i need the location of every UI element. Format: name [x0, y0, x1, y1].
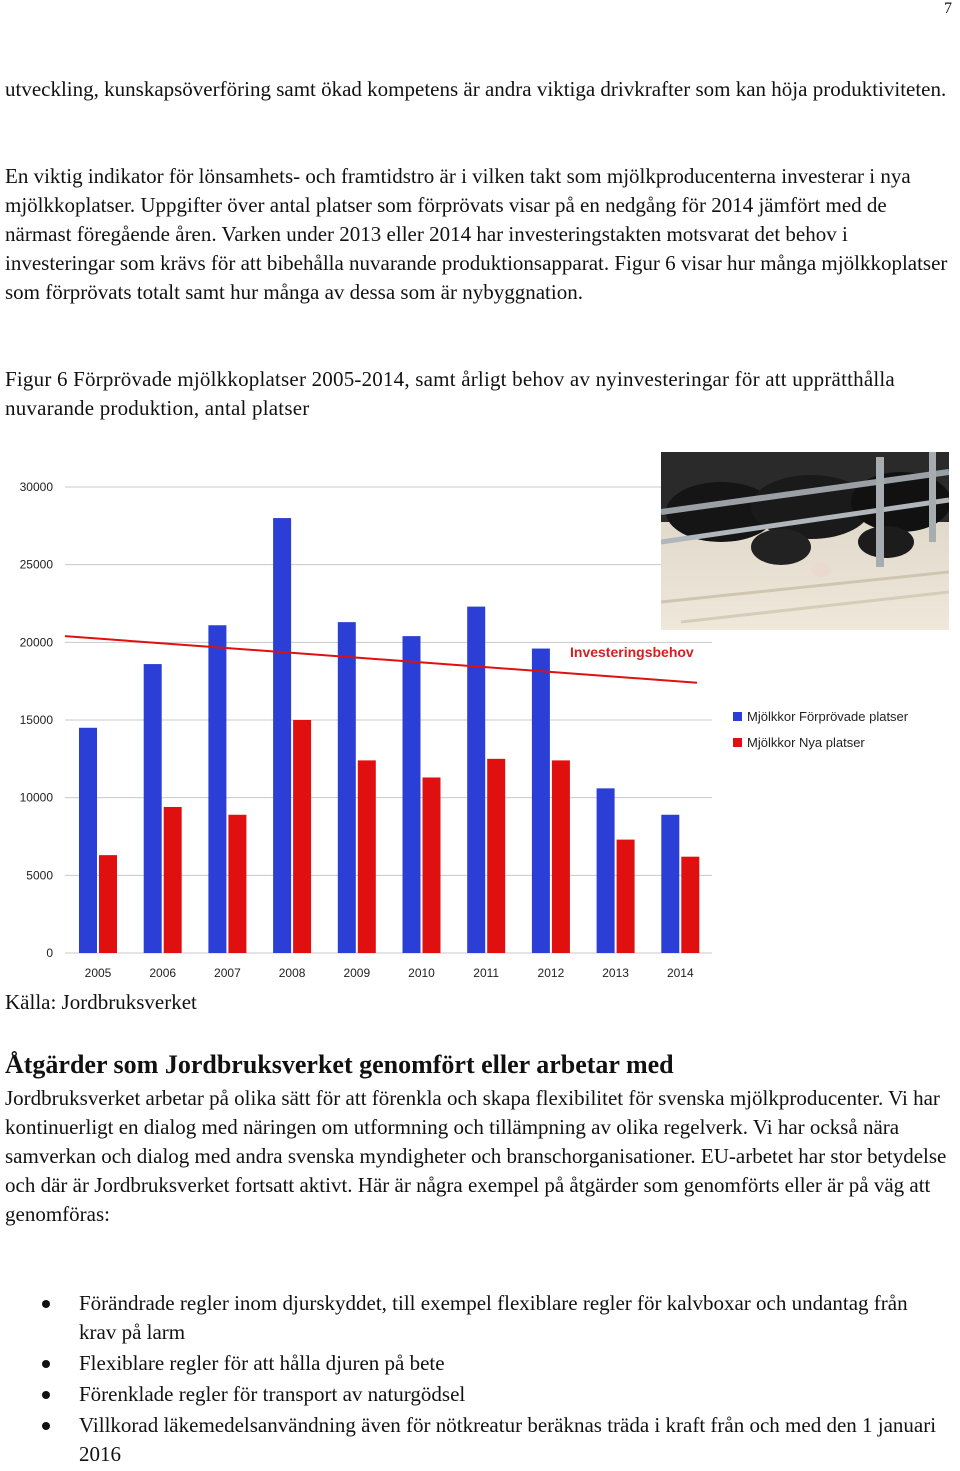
x-tick-label: 2005: [84, 966, 112, 980]
bar: [467, 607, 485, 953]
section-paragraph: Jordbruksverket arbetar på olika sätt för att förenkla och skapa flexibilitet för svenska mjölkproducenter. Vi har kontinuerligt en dialog med näringen om utformning och tillämpning av olika regelverk. Vi har också nära samverkan och dialog med andra svenska myndigheter och branschorganisationer. EU-arbetet har stor betydelse och där är Jordbruksverket fortsatt aktivt. Här är några exempel på åtgärder som genomförts eller är på väg att genomföras:: [5, 1086, 947, 1226]
bar: [338, 622, 356, 953]
figure-source: Källa: Jordbruksverket: [5, 990, 197, 1014]
section-heading: Åtgärder som Jordbruksverket genomfört eller arbetar med: [5, 1050, 674, 1079]
bullet-icon: [42, 1422, 50, 1430]
x-tick-label: 2013: [602, 966, 629, 980]
bar: [597, 788, 615, 953]
y-tick-label: 20000: [19, 635, 53, 650]
bar: [358, 760, 376, 953]
bar: [681, 857, 699, 953]
bar: [79, 728, 97, 953]
figure-caption: Figur 6 Förprövade mjölkkoplatser 2005-2014, samt årligt behov av nyinvesteringar för att upprätthålla nuvarande produktion, antal platser: [5, 367, 895, 420]
page-number: 7: [944, 0, 952, 17]
x-tick-label: 2009: [343, 966, 371, 980]
bar: [423, 777, 441, 953]
y-tick-label: 25000: [19, 557, 53, 572]
cows-in-stall-photo: [661, 452, 949, 630]
x-tick-label: 2011: [473, 966, 500, 980]
legend-swatch: [733, 738, 742, 747]
list-item-text: Flexiblare regler för att hålla djuren på bete: [79, 1351, 445, 1375]
y-tick-label: 15000: [19, 713, 53, 727]
list-item: [0, 1380, 950, 1409]
list-item: [0, 1411, 950, 1469]
legend-swatch: [733, 712, 742, 721]
bar: [228, 815, 246, 953]
intro-paragraph: utveckling, kunskapsöverföring samt ökad kompetens är andra viktiga drivkrafter som kan höja produktiviteten.: [5, 77, 947, 101]
bar: [661, 815, 679, 953]
bar: [208, 625, 226, 953]
bar: [552, 760, 570, 953]
body-paragraph: En viktig indikator för lönsamhets- och framtidstro är i vilken takt som mjölkproducenterna investerar i nya mjölkkoplatser. Uppgifter över antal platser som förprövats visar på en nedgång för 2014 jämfört med de närmast föregående åren. Varken under 2013 eller 2014 har investeringstakten motsvarat det behov i investeringar som krävs för att bibehålla nuvarande produktionsapparat. Figur 6 visar hur många mjölkkoplatser som förprövats totalt samt hur många av dessa som är nybyggnation.: [5, 164, 948, 304]
y-tick-label: 10000: [19, 790, 53, 805]
y-tick-label: 5000: [26, 868, 53, 883]
bar: [487, 759, 505, 953]
x-tick-label: 2010: [408, 966, 435, 980]
bar: [617, 840, 635, 953]
bullet-icon: [42, 1391, 50, 1399]
x-tick-label: 2006: [149, 966, 177, 980]
bar: [99, 855, 117, 953]
x-tick-label: 2007: [214, 966, 241, 980]
list-item-text: Förenklade regler för transport av naturgödsel: [79, 1382, 466, 1406]
list-item: [0, 1289, 950, 1347]
x-tick-label: 2008: [278, 966, 306, 980]
x-tick-label: 2014: [666, 966, 694, 980]
bullet-icon: [42, 1300, 50, 1308]
bar: [293, 720, 311, 953]
bar: [403, 636, 421, 953]
bar: [144, 664, 162, 953]
bar: [532, 649, 550, 953]
bar: [164, 807, 182, 953]
bar: [273, 518, 291, 953]
legend-label: Mjölkkor Förprövade platser: [747, 709, 909, 724]
list-item: [0, 1349, 950, 1378]
measures-list: [0, 1289, 950, 1471]
list-item-text: Förändrade regler inom djurskyddet, till exempel flexiblare regler för kalvboxar och undantag från krav på larm: [79, 1291, 908, 1344]
y-tick-label: 0: [46, 946, 53, 960]
bullet-icon: [42, 1360, 50, 1368]
legend-label: Mjölkkor Nya platser: [747, 735, 865, 750]
investment-need-label: Investeringsbehov: [570, 644, 694, 660]
x-tick-label: 2012: [537, 966, 565, 980]
y-tick-label: 30000: [19, 480, 53, 494]
list-item-text: Villkorad läkemedelsanvändning även för nötkreatur beräknas träda i kraft från och med den 1 januari 2016: [79, 1413, 937, 1466]
